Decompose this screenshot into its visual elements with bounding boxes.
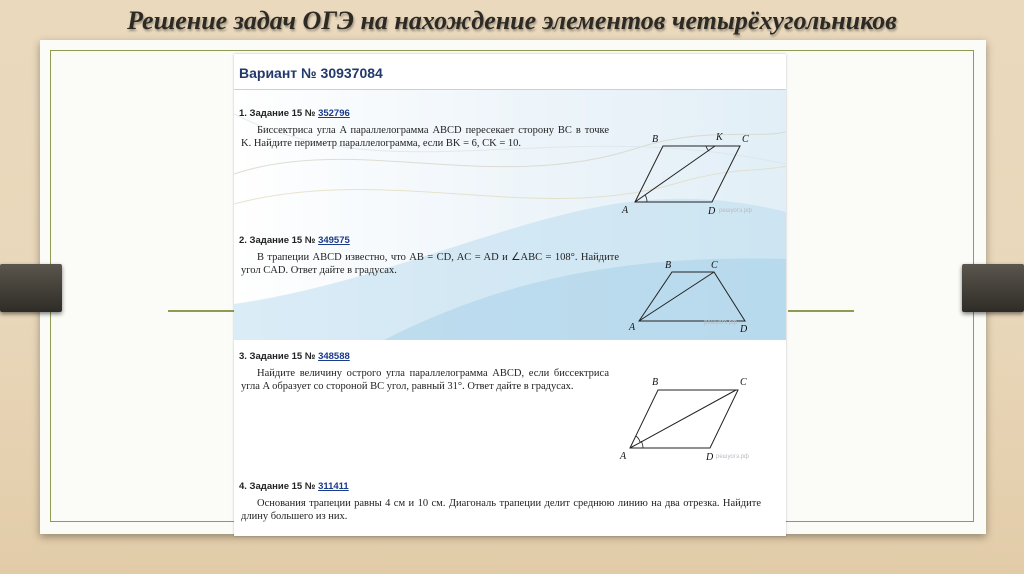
task-3-label: 3. Задание 15 № (239, 351, 319, 362)
variant-divider (234, 89, 786, 90)
label-c: C (740, 377, 747, 388)
task-2-link[interactable]: 349575 (318, 235, 350, 246)
task-3-heading (239, 351, 350, 362)
label-d: D (740, 324, 748, 335)
label-d: D (708, 206, 716, 217)
task-1-figure (612, 128, 772, 218)
task-2-figure (626, 254, 761, 336)
label-b: B (665, 260, 672, 271)
trapezoid-diagram (626, 254, 761, 336)
label-a: A (620, 451, 627, 462)
label-a: A (629, 322, 636, 333)
document-screenshot (234, 54, 786, 536)
task-2-heading (239, 235, 350, 246)
label-c: C (742, 134, 749, 145)
task-2-label: 2. Задание 15 № (239, 235, 319, 246)
label-d: D (706, 452, 714, 463)
side-tab-left (0, 264, 62, 312)
watermark: решуогэ.рф (719, 208, 752, 214)
task-1-link[interactable]: 352796 (318, 108, 350, 119)
task-4-text: Основания трапеции равны 4 см и 10 см. Диагональ трапеции делит среднюю линию на два отрезка. Найдите длину большего из них. (241, 498, 761, 522)
task-1-heading (239, 108, 350, 119)
side-tab-right (962, 264, 1024, 312)
task-2-text: В трапеции ABCD известно, что AB = CD, AC = AD и ∠ABC = 108°. Найдите угол CAD. Ответ дайте в градусах. (241, 252, 619, 276)
task-3-figure (616, 372, 766, 464)
label-c: C (711, 260, 718, 271)
parallelogram-bisector-diagram-2 (616, 372, 766, 464)
variant-title: Вариант № 30937084 (239, 65, 383, 81)
watermark: решуогэ.рф (716, 454, 749, 460)
task-3-link[interactable]: 348588 (318, 351, 350, 362)
decorative-line-right (788, 310, 854, 312)
slide-title: Решение задач ОГЭ на нахождение элементов четырёхугольников (127, 6, 897, 35)
label-k: K (716, 132, 723, 143)
task-1-text: Биссектриса угла A параллелограмма ABCD пересекает сторону BC в точке K. Найдите периметр параллелограмма, если BK = 6, CK = 10. (241, 125, 609, 149)
task-4-label: 4. Задание 15 № (239, 481, 319, 492)
watermark: решуогэ.рф (704, 320, 737, 326)
decorative-line-left (168, 310, 236, 312)
label-b: B (652, 377, 659, 388)
parallelogram-bisector-diagram (612, 128, 772, 218)
task-3-text: Найдите величину острого угла параллелограмма ABCD, если биссектриса угла A образует со стороной BC угол, равный 31°. Ответ дайте в градусах. (241, 368, 609, 392)
task-1-label: 1. Задание 15 № (239, 108, 319, 119)
task-4-link[interactable]: 311411 (318, 481, 349, 492)
label-a: A (622, 205, 629, 216)
task-4-heading (239, 481, 349, 492)
label-b: B (652, 134, 659, 145)
